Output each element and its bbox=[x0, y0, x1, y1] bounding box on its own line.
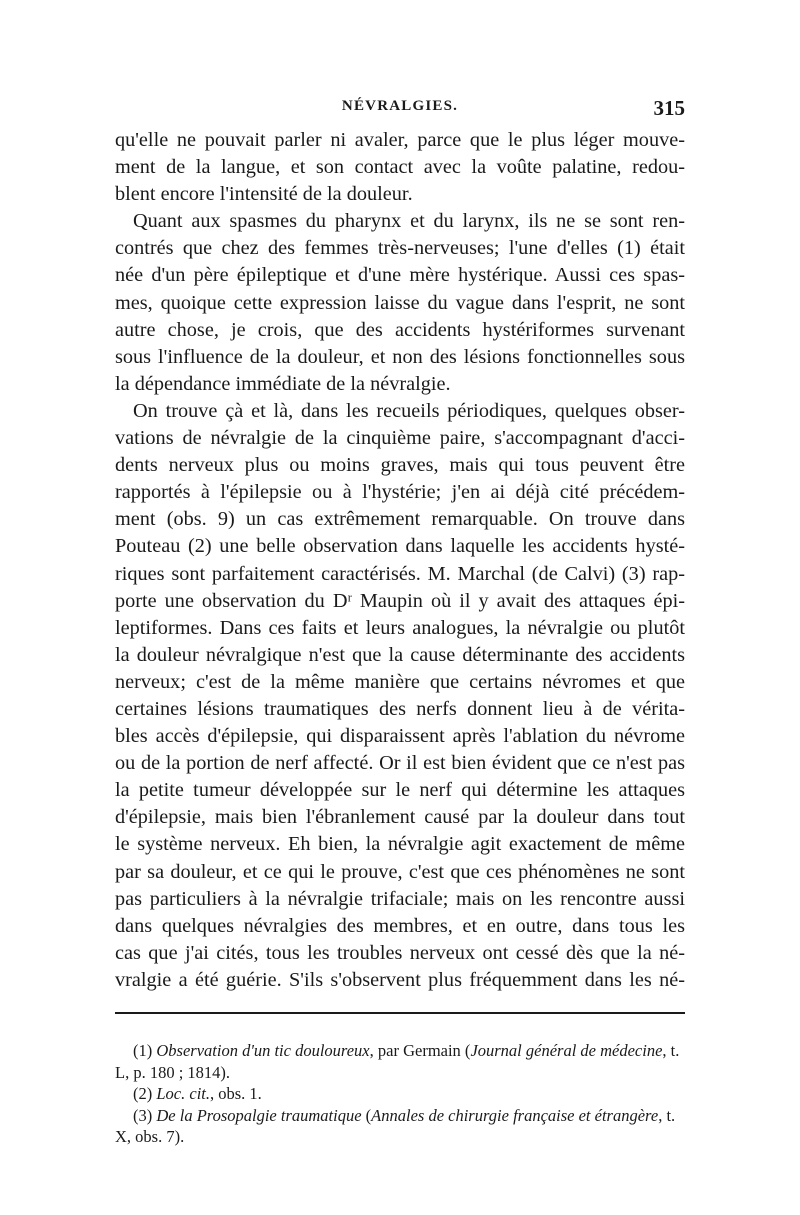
text-line: nerveux; c'est de la même manière que certains névromes et que bbox=[115, 670, 685, 693]
footnote-divider bbox=[115, 1012, 685, 1014]
text-line: bles accès d'épilepsie, qui disparaissent après l'ablation du névrome bbox=[115, 725, 685, 748]
footnote-journal: Annales de chirurgie française et étrangère bbox=[371, 1105, 659, 1125]
text-line: la douleur névralgique n'est que la cause déterminante des accidents bbox=[115, 643, 685, 666]
text-line: sous l'influence de la douleur, et non des lésions fonctionnelles sous bbox=[115, 345, 685, 368]
text-line: riques sont parfaitement caractérisés. M. Marchal (de Calvi) (3) rap- bbox=[115, 562, 685, 585]
text-line: contrés que chez des femmes très-nerveuses; l'une d'elles (1) était bbox=[115, 237, 685, 260]
footnote-text: , par Germain ( bbox=[369, 1041, 471, 1060]
footnote-marker: (3) bbox=[133, 1105, 153, 1125]
paragraph bbox=[115, 398, 685, 994]
paragraph bbox=[115, 208, 685, 398]
text-line: ou de la portion de nerf affecté. Or il est bien évident que ce n'est pas bbox=[115, 752, 685, 775]
text-line: rapportés à l'épilepsie ou à l'hystérie; j'en ai déjà cité précédem- bbox=[115, 481, 685, 504]
running-head: NÉVRALGIES. bbox=[341, 98, 459, 114]
text-line: la petite tumeur développée sur le nerf qui détermine les attaques bbox=[115, 779, 685, 802]
text-line: ment (obs. 9) un cas extrêmement remarquable. On trouve dans bbox=[115, 508, 685, 531]
body-text bbox=[115, 127, 685, 994]
text-line: On trouve çà et là, dans les recueils périodiques, quelques obser- bbox=[133, 399, 685, 422]
footnote-text: ( bbox=[361, 1105, 372, 1125]
text-line: vralgie a été guérie. S'ils s'observent plus fréquemment dans les né- bbox=[115, 968, 685, 991]
footnotes bbox=[115, 1040, 685, 1148]
text-line: le système nerveux. Eh bien, la névralgie agit exactement de même bbox=[115, 833, 685, 856]
page-number: 315 bbox=[653, 96, 685, 120]
text-line: née d'un père épileptique et d'une mère hystérique. Aussi ces spas- bbox=[115, 264, 685, 287]
text-line: Quant aux spasmes du pharynx et du larynx, ils ne se sont ren- bbox=[133, 210, 685, 233]
text-line: qu'elle ne pouvait parler ni avaler, parce que le plus léger mouve- bbox=[115, 129, 685, 151]
text-line: mes, quoique cette expression laisse du vague dans l'esprit, ne sont bbox=[115, 291, 685, 314]
footnote-ref: Loc. cit. bbox=[156, 1084, 210, 1103]
footnote-2 bbox=[115, 1083, 685, 1105]
footnote-text: , obs. 1. bbox=[210, 1084, 262, 1103]
text-line: vations de névralgie de la cinquième paire, s'accompagnant d'acci- bbox=[115, 427, 685, 450]
paragraph bbox=[115, 127, 685, 208]
text-line: dans quelques névralgies des membres, et en outre, dans tous les bbox=[115, 914, 685, 937]
text-line: cas que j'ai cités, tous les troubles nerveux ont cessé dès que la né- bbox=[115, 941, 685, 964]
footnote-journal: Journal général de médecine bbox=[470, 1041, 663, 1060]
footnote-marker: (2) bbox=[133, 1084, 153, 1103]
footnote-title: Observation d'un tic douloureux bbox=[156, 1041, 370, 1060]
footnote-marker: (1) bbox=[133, 1041, 153, 1060]
footnote-1 bbox=[115, 1040, 685, 1083]
footnote-text: , t. X, obs. 7). bbox=[115, 1105, 676, 1146]
text-line: certaines lésions traumatiques des nerfs donnent lieu à de vérita- bbox=[115, 697, 685, 720]
text-line: la dépendance immédiate de la névralgie. bbox=[115, 372, 451, 395]
text-line: pas particuliers à la névralgie trifaciale; mais on les rencontre aussi bbox=[115, 887, 685, 910]
page-header bbox=[115, 98, 685, 124]
text-line: autre chose, je crois, que des accidents hystériformes survenant bbox=[115, 318, 685, 341]
text-line: porte une observation du Dʳ Maupin où il y avait des attaques épi- bbox=[115, 589, 685, 612]
text-line: dents nerveux plus ou moins graves, mais qui tous peuvent être bbox=[115, 454, 685, 477]
text-line: leptiformes. Dans ces faits et leurs analogues, la névralgie ou plutôt bbox=[115, 616, 685, 639]
text-line: d'épilepsie, mais bien l'ébranlement causé par la douleur dans tout bbox=[115, 806, 685, 829]
text-line: blent encore l'intensité de la douleur. bbox=[115, 183, 413, 206]
footnote-title: De la Prosopalgie traumatique bbox=[156, 1105, 362, 1125]
footnote-text: , t. L, p. 180 ; 1814). bbox=[115, 1041, 680, 1082]
footnote-3 bbox=[115, 1105, 685, 1148]
text-line: par sa douleur, et ce qui le prouve, c'est que ces phénomènes ne sont bbox=[115, 860, 685, 883]
text-line: Pouteau (2) une belle observation dans laquelle les accidents hysté- bbox=[115, 535, 685, 558]
text-line: ment de la langue, et son contact avec la voûte palatine, redou- bbox=[115, 156, 685, 179]
